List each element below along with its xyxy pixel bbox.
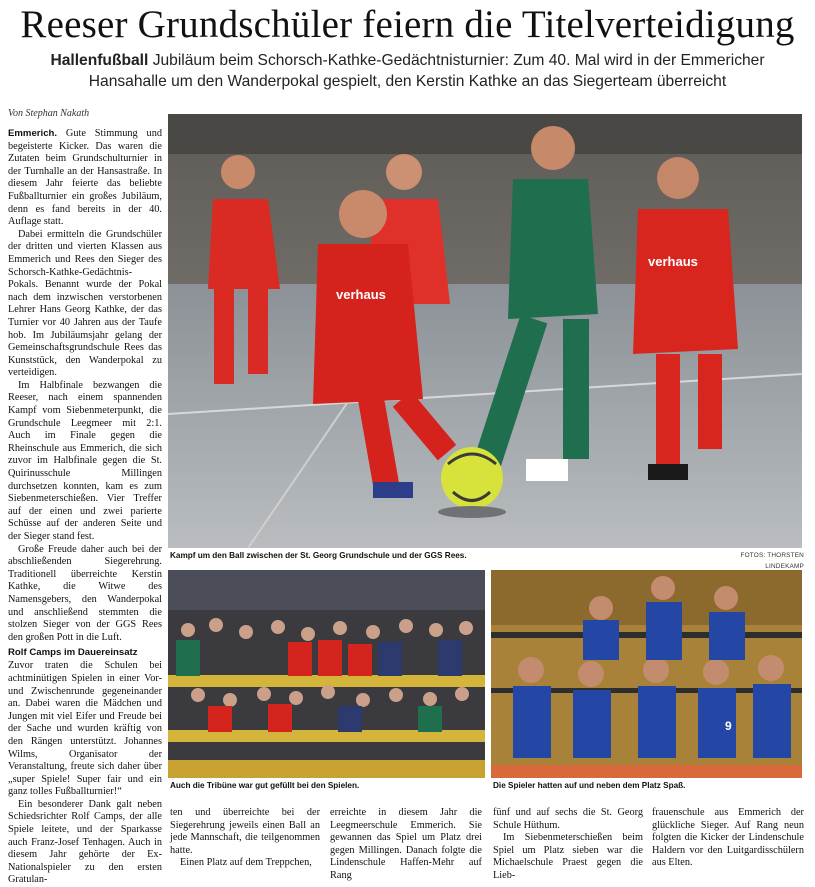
article-column-5: [652, 807, 804, 870]
article-column-3: [330, 807, 482, 883]
paragraph: Im Halbfinale bezwangen die Reeser, nach einem spannenden Kampf vom Siebenmeterpunkt, die Grundschule Leegmeer mit 2:1. Auch im Finale gegen die Rheinschule aus Emmerich, die sich zuvor im Halbfinale gegen die St. Quirinusschule Millingen durchsetzen konnten, kam es zum Siebenmeterschießen. Vier Treffer auf der einen und zwei parierte Schüsse auf der anderen Seite und der Sieger stand fest.: [8, 379, 162, 542]
paragraph: Große Freude daher auch bei der abschließenden Siegerehrung. Traditionell überreichte Kerstin Kathke, die Witwe des Namensgebers, den Wanderpokal und anschließend stemmten die stolzen Sieger von der GGS Rees den großen Pott in die Luft.: [8, 543, 162, 643]
paragraph: Im Siebenmeterschießen beim Spiel um Platz sieben war die Michaelschule Praest gegen die Lieb-: [493, 832, 643, 881]
article-column-1: [8, 128, 162, 887]
jersey-sponsor-text: verhaus: [648, 254, 698, 269]
main-photo-caption: Kampf um den Ball zwischen der St. Georg Grundschule und der GGS Rees.: [170, 551, 467, 560]
paragraph: erreichte in diesem Jahr die Leegmeerschule Emmerich. Sie gewannen das Spiel um Platz drei gegen Millingen. Danach folgte die Lindenschule Haffen-Mehr auf Rang: [330, 807, 482, 881]
jersey-sponsor-text: verhaus: [336, 287, 386, 302]
spectators-photo-caption: Auch die Tribüne war gut gefüllt bei den Spielen.: [170, 781, 360, 790]
article-column-4: [493, 807, 643, 883]
kicker: Hallenfußball: [50, 52, 149, 69]
subheadline: [10, 50, 805, 92]
main-photo: [168, 114, 802, 548]
paragraph: frauenschule aus Emmerich der glückliche Sieger. Auf Rang neun folgten die Kicker der Lindenschule Haldern vor den Luitgardisschülern aus Elten.: [652, 807, 804, 869]
subhead-text: Jubiläum beim Schorsch-Kathke-Gedächtnisturnier: Zum 40. Mal wird in der Emmericher Hansahalle um den Wanderpokal gespielt, den Kerstin Kathke an das Siegerteam überreicht: [88, 52, 765, 90]
article-column-2: [170, 807, 320, 870]
headline: Reeser Grundschüler feiern die Titelverteidigung: [20, 3, 795, 46]
paragraph: Dabei ermitteln die Grundschüler der dritten und vierten Klassen aus Emmerich und Rees den Sieger des Schorsch-Kathke-Gedächtnis-Pokals. Benannt wurde der Pokal nach dem inzwischen verstorbenen Lehrer Hans Georg Kathke, der das Turnier vor 40 Jahren aus der Taufe hob. Im Jubiläumsjahr gelang der Gemeinschaftsgrundschule Rees das Kunststück, den Wanderpokal zu verteidigen.: [8, 228, 162, 379]
byline: Von Stephan Nakath: [8, 108, 90, 119]
paragraph: Emmerich. Gute Stimmung und begeisterte Kicker. Das waren die Zutaten beim Grundschulturnier in der Turnhalle an der Hansastraße. In diesem Jahr feierte das beliebte Fußballturnier ein großes Jubiläum, denn es fand bereits in der 40. Auflage statt.: [8, 128, 162, 228]
jersey-number: 9: [725, 719, 732, 733]
subheading: Rolf Camps im Dauereinsatz: [8, 647, 138, 659]
photo-credit: FOTOS: THORSTEN LINDEKAMP: [740, 552, 804, 570]
paragraph: Einen Platz auf dem Treppchen,: [180, 857, 312, 869]
paragraph: Zuvor traten die Schulen bei achtminütigen Spielen in einer Vor- und Zwischenrunde gegeneinander an. Dabei waren die Mädchen und Jungen mit viel Eifer und Freude bei der Sache und wurden kräftig von den Rängen unterstützt. Johannes Wilms, Organisator der Veranstaltung, freute sich daher über „super Spiele! Super fair und ein ganz tolles Fußballturnier!“: [8, 660, 162, 798]
paragraph: Ein besonderer Dank galt neben Schiedsrichter Rolf Camps, der alle Spiele leitete, und der Sparkasse auch Franz-Josef Tenhagen. Auch in diesem Jahr gehörte der Ex-Nationalspieler zu den ersten Gratulan-: [8, 798, 162, 886]
players-photo-caption: Die Spieler hatten auf und neben dem Platz Spaß.: [493, 781, 686, 790]
paragraph: ten und überreichte bei der Siegerehrung jeweils einen Ball an jede Mannschaft, die teilgenommen hatte.: [170, 807, 320, 856]
dateline: Emmerich.: [8, 128, 58, 139]
spectators-photo: [168, 570, 485, 778]
paragraph: fünf und auf sechs die St. Georg Schule Hüthum.: [493, 807, 643, 831]
players-photo: [491, 570, 802, 778]
